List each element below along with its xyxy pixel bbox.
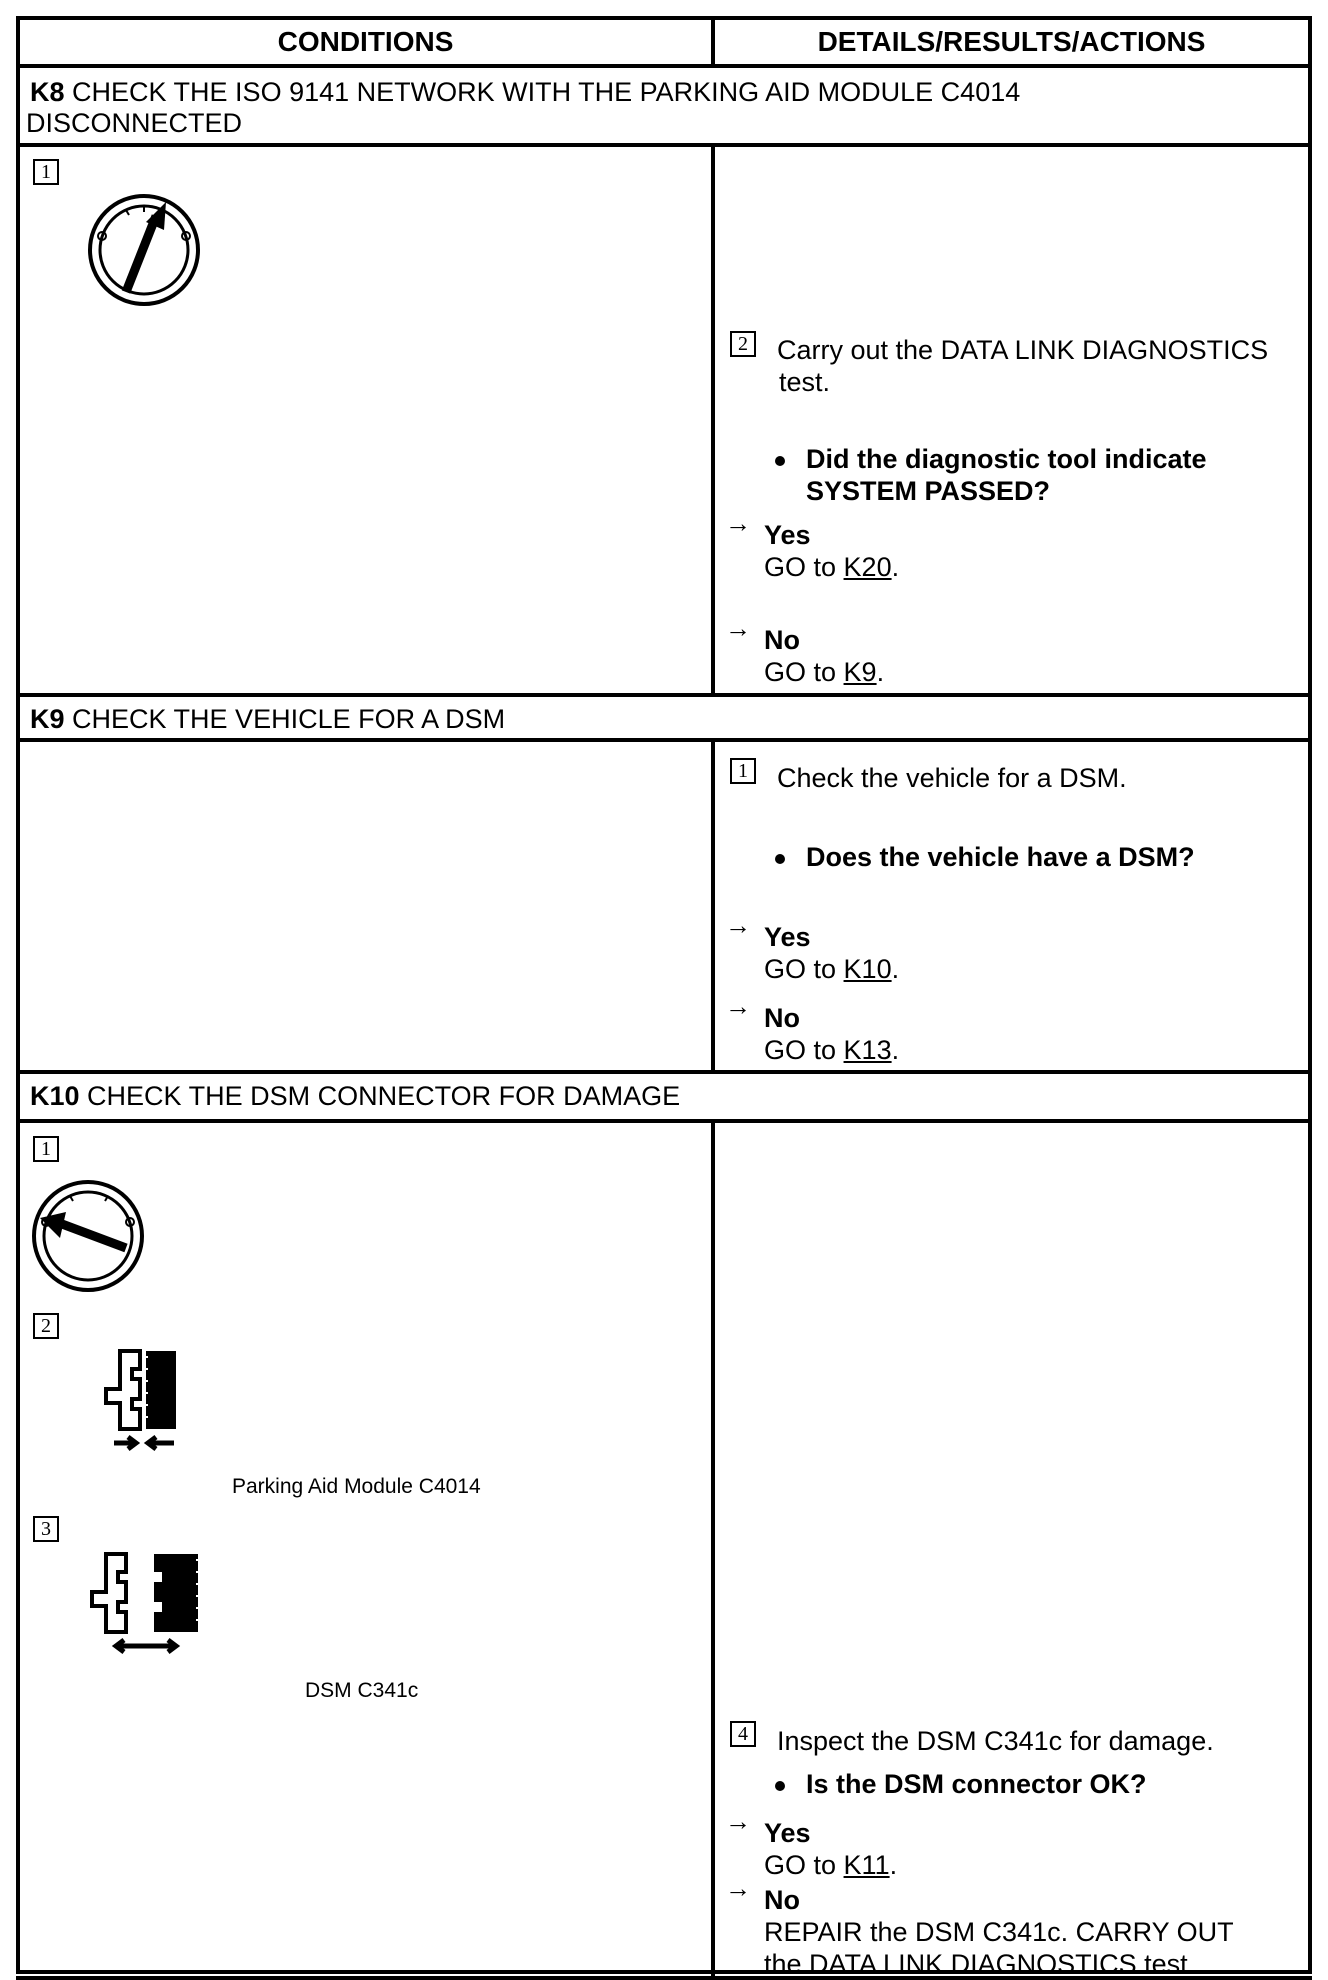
column-divider: [711, 738, 715, 1072]
ignition-key-on-icon: [86, 192, 202, 308]
no-label: No: [764, 1885, 800, 1915]
action-text: Check the vehicle for a DSM.: [777, 763, 1127, 793]
section-id: K8: [30, 77, 65, 107]
column-divider: [711, 1119, 715, 1978]
bullet-icon: [775, 854, 785, 864]
action-text: Inspect the DSM C341c for damage.: [777, 1726, 1214, 1756]
connector-disconnect-icon: [94, 1345, 184, 1455]
section-title-k8: [26, 77, 1280, 139]
link-k10[interactable]: K10: [843, 954, 892, 984]
step-number: 2: [730, 331, 756, 357]
step-number: 4: [730, 1721, 756, 1747]
period: .: [891, 552, 900, 582]
column-divider: [711, 143, 715, 695]
connector-disconnect-icon: [86, 1548, 206, 1658]
goto-line: [764, 656, 884, 688]
section-title-k10: [30, 1081, 1280, 1112]
question-text: Did the diagnostic tool indicate: [806, 444, 1207, 474]
step-number: 3: [33, 1516, 59, 1542]
section-title: CHECK THE ISO 9141 NETWORK WITH THE PARKING AID MODULE C4014: [72, 77, 1021, 107]
bullet-icon: [775, 456, 785, 466]
section-id: K9: [30, 704, 65, 734]
repair-text: REPAIR the DSM C341c. CARRY OUT: [764, 1917, 1234, 1947]
goto-text: GO to: [764, 1035, 837, 1065]
question-text: Does the vehicle have a DSM?: [806, 842, 1195, 872]
arrow-right-icon: →: [725, 508, 751, 538]
no-label: No: [764, 625, 800, 655]
caption: Parking Aid Module C4014: [232, 1475, 481, 1498]
period: .: [889, 1850, 898, 1880]
step-number: 1: [730, 758, 756, 784]
arrow-right-icon: →: [725, 1873, 751, 1903]
goto-text: GO to: [764, 954, 837, 984]
period: .: [891, 954, 900, 984]
arrow-right-icon: →: [725, 613, 751, 643]
period: .: [891, 1035, 900, 1065]
goto-line: [764, 551, 899, 583]
header-details: DETAILS/RESULTS/ACTIONS: [817, 26, 1206, 57]
step-number: 1: [33, 159, 59, 185]
question-text: Is the DSM connector OK?: [806, 1769, 1147, 1799]
caption: DSM C341c: [305, 1679, 419, 1702]
period: .: [876, 657, 885, 687]
question-text-cont: SYSTEM PASSED?: [806, 476, 1051, 506]
goto-text: GO to: [764, 552, 837, 582]
procedure-table: [16, 16, 1312, 1974]
goto-text: GO to: [764, 657, 837, 687]
section-title: CHECK THE VEHICLE FOR A DSM: [72, 704, 506, 734]
divider: [16, 738, 1312, 742]
bullet-icon: [775, 1781, 785, 1791]
link-k13[interactable]: K13: [843, 1035, 892, 1065]
goto-line: [764, 1849, 897, 1881]
goto-line: [764, 1034, 899, 1066]
link-k11[interactable]: K11: [843, 1850, 890, 1880]
action-text-cont: test.: [779, 367, 831, 397]
goto-text: GO to: [764, 1850, 837, 1880]
divider: [16, 1119, 1312, 1123]
divider: [16, 143, 1312, 147]
goto-line: [764, 953, 899, 985]
step-number: 2: [33, 1313, 59, 1339]
link-k9[interactable]: K9: [843, 657, 877, 687]
divider: [16, 64, 1312, 68]
section-title-cont: DISCONNECTED: [26, 108, 243, 138]
ignition-key-off-icon: [30, 1178, 146, 1294]
section-title-k9: [30, 704, 1280, 735]
step-number: 1: [33, 1136, 59, 1162]
repair-text-cont: the DATA LINK DIAGNOSTICS test.: [764, 1949, 1196, 1979]
arrow-right-icon: →: [725, 910, 751, 940]
yes-label: Yes: [764, 1818, 811, 1848]
divider: [16, 693, 1312, 697]
divider: [16, 1070, 1312, 1074]
yes-label: Yes: [764, 922, 811, 952]
header-conditions: CONDITIONS: [277, 26, 454, 57]
link-k20[interactable]: K20: [843, 552, 892, 582]
section-title: CHECK THE DSM CONNECTOR FOR DAMAGE: [87, 1081, 681, 1111]
action-text: Carry out the DATA LINK DIAGNOSTICS: [777, 335, 1269, 365]
arrow-right-icon: →: [725, 991, 751, 1021]
yes-label: Yes: [764, 520, 811, 550]
section-id: K10: [30, 1081, 80, 1111]
arrow-right-icon: →: [725, 1806, 751, 1836]
no-label: No: [764, 1003, 800, 1033]
